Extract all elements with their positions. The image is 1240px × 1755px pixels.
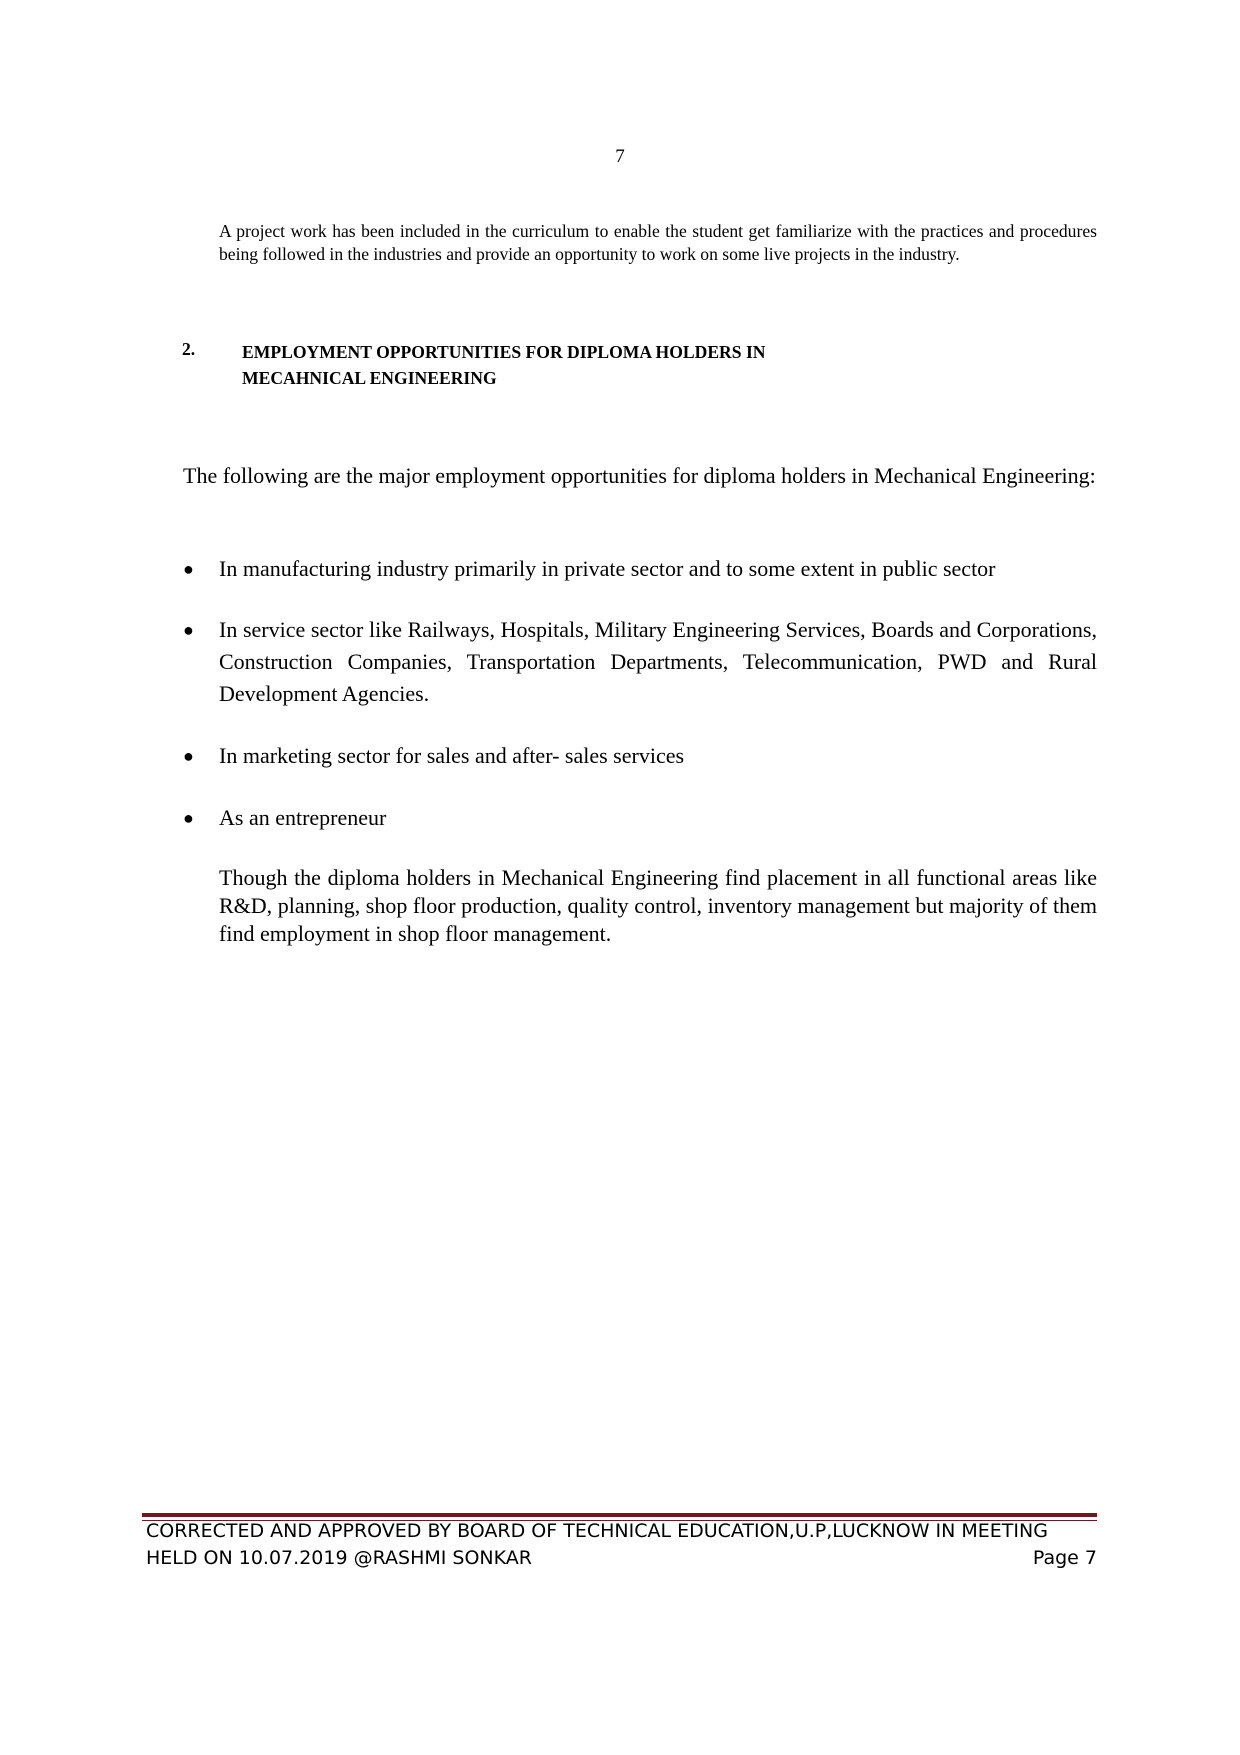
closing-paragraph: Though the diploma holders in Mechanical Engineering find placement in all functional areas like R&D, planning, shop floor production, quality control, inventory management but majority of them find employment in shop floor management. [219, 865, 1097, 946]
section-number: 2. [182, 339, 196, 359]
footer-page-label: Page 7 [1032, 1547, 1097, 1569]
lead-paragraph: The following are the major employment opportunities for diploma holders in Mechanical Engineering: [183, 463, 1096, 488]
bullet-item [183, 740, 1097, 772]
section-heading-line-2: MECAHNICAL ENGINEERING [242, 368, 497, 388]
bullet-icon: ● [183, 746, 194, 766]
bullet-text: As an entrepreneur [219, 805, 387, 830]
footer-line-2: HELD ON 10.07.2019 @RASHMI SONKAR [146, 1547, 532, 1569]
bullet-text: In marketing sector for sales and after- sales services [219, 743, 685, 768]
intro-paragraph: A project work has been included in the curriculum to enable the student get familiarize with the practices and procedures being followed in the industries and provide an opportunity to work on some live projects in the industry. [219, 221, 1097, 264]
section-heading-line-1: EMPLOYMENT OPPORTUNITIES FOR DIPLOMA HOLDERS IN [242, 342, 766, 362]
bullet-icon: ● [183, 808, 194, 828]
section-heading [242, 339, 942, 391]
bullet-text: In manufacturing industry primarily in private sector and to some extent in public sector [219, 556, 996, 581]
bullet-icon: ● [183, 620, 194, 640]
bullet-item [183, 614, 1097, 710]
bullet-item [183, 802, 1097, 834]
bullet-item [183, 553, 1097, 585]
footer-rule-thick [142, 1513, 1097, 1517]
top-page-number: 7 [615, 146, 625, 167]
bullet-icon: ● [183, 559, 194, 579]
bullet-text: In service sector like Railways, Hospitals, Military Engineering Services, Boards and Corporations, Construction Companies, Transportation Departments, Telecommunication, PWD and Rural Development Agencies. [219, 617, 1097, 706]
footer-line-1: CORRECTED AND APPROVED BY BOARD OF TECHNICAL EDUCATION,U.P,LUCKNOW IN MEETING [146, 1520, 1048, 1542]
